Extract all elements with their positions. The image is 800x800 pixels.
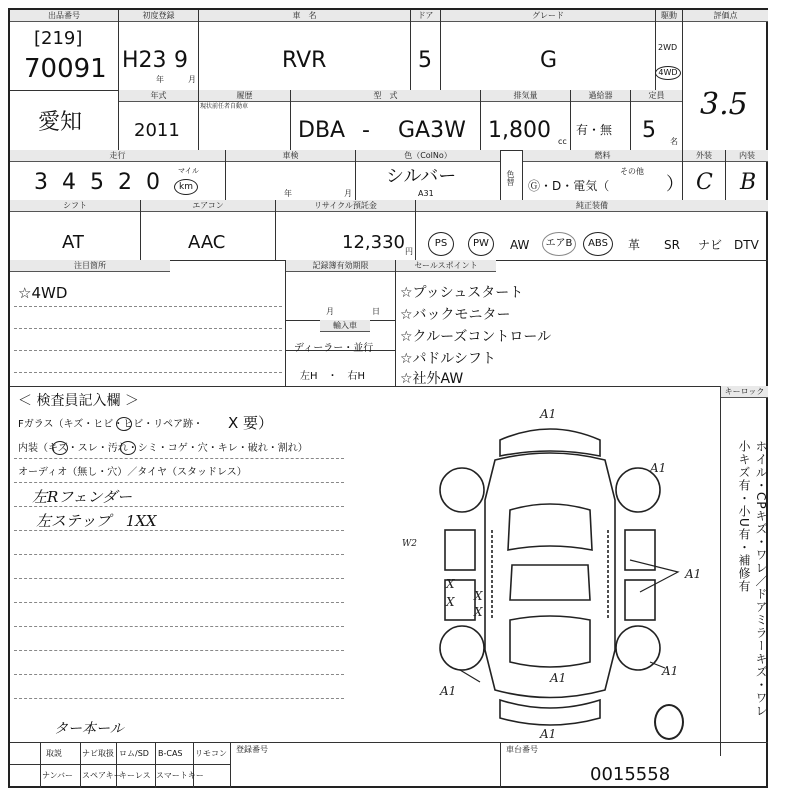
score-header: 評価点 [683, 10, 768, 22]
fuel-options: Ⓖ・D・電気（ [528, 179, 610, 193]
note-item: ☆4WD [18, 284, 68, 302]
inspector-glass-mark: X 要） [228, 414, 274, 432]
exterior-grade: C [696, 170, 713, 195]
sales-point-2: ☆バックモニター [400, 307, 511, 323]
interior-grade: B [740, 170, 757, 195]
inspector-interior: 内装（キズ・スレ・汚れ・シミ・コゲ・穴・キレ・破れ・割れ） [18, 443, 308, 454]
damage-mark-right-door: A1 [685, 567, 702, 581]
history-header: 履歴 [199, 90, 290, 102]
fuel-header: 燃料 [523, 150, 682, 162]
shift-header: シフト [10, 200, 140, 212]
equipment-leather: 革 [628, 238, 641, 252]
door-count: 5 [418, 48, 432, 73]
year-model: 2011 [134, 120, 180, 141]
turbo-header: 過給器 [571, 90, 630, 102]
equipment-aw: AW [510, 238, 530, 252]
inspection-header: 車検 [226, 150, 355, 162]
model-code: GA3W [398, 118, 466, 143]
model-prefix: DBA [298, 118, 346, 143]
equipment-sunroof: SR [664, 238, 680, 252]
equipment-ps-circled: PS [428, 232, 454, 256]
bottom-spare-key: スペアキー [82, 771, 122, 780]
score-value: 3.5 [700, 87, 748, 122]
capacity-header: 定員 [631, 90, 682, 102]
import-label: 輸入車 [320, 320, 370, 332]
recycle-unit: 円 [405, 247, 413, 256]
equipment-dtv: DTV [734, 238, 759, 252]
damage-mark-x1: X [446, 577, 455, 591]
inspector-glass: Fガラス（キズ・ヒビ・ヒビ・リペア跡・ [18, 419, 204, 430]
damage-mark-front: A1 [540, 407, 557, 421]
color-header: 色（ColNo） [356, 150, 500, 162]
color-code: A31 [418, 189, 434, 198]
bottom-number: ナンバー [42, 771, 74, 780]
damage-mark-x3: X [474, 589, 483, 603]
model-dash: - [362, 118, 370, 143]
turbo-options: 有・無 [576, 123, 613, 137]
first-reg-era: H23 [122, 48, 167, 73]
bottom-keyless: キーレス [119, 771, 151, 780]
mileage-digit-1: 3 [34, 170, 48, 195]
aircon-value: AAC [188, 232, 226, 253]
drive-header: 駆動 [656, 10, 682, 22]
dealer-label: ディーラー・並行 [294, 343, 374, 354]
first-reg-header: 初度登録 [119, 10, 198, 22]
inspector-note-1: 左Rフェンダー [32, 488, 132, 506]
aircon-header: エアコン [141, 200, 275, 212]
damage-mark-fr-fender: A1 [650, 461, 667, 475]
bottom-navi-manual: ナビ取扱 [82, 749, 114, 758]
capacity-value: 5 [642, 118, 656, 143]
damage-mark-rl: A1 [440, 684, 457, 698]
color-change-label: 色替 [506, 170, 515, 186]
damage-mark-rear: A1 [540, 727, 557, 740]
mileage-header: 走行 [10, 150, 225, 162]
reg-no-label: 登録番号 [236, 745, 268, 754]
first-reg-month: 9 [174, 48, 188, 73]
first-reg-month-label: 月 [188, 75, 196, 84]
mileage-digit-2: 4 [62, 170, 76, 195]
sales-points-header: セールスポイント [396, 260, 496, 272]
drive-2wd: 2WD [658, 43, 678, 52]
record-book-header: 記録簿有効期限 [286, 260, 395, 272]
car-name: RVR [282, 48, 327, 73]
mileage-digit-5: 0 [146, 170, 160, 195]
inspection-year-label: 年 [284, 189, 292, 198]
history-label: 現状前任者自動車 [200, 103, 249, 110]
bottom-manual: 取説 [46, 749, 62, 758]
bottom-bcas: B-CAS [158, 749, 183, 758]
sales-point-1: ☆プッシュスタート [400, 285, 524, 301]
auction-sheet [8, 8, 768, 788]
lot-code: [219] [34, 28, 83, 49]
recycle-value: 12,330 [342, 232, 405, 253]
interior-header: 内装 [726, 150, 768, 162]
year-model-header: 年式 [119, 90, 198, 102]
drive-4wd-circled: 4WD [655, 66, 681, 80]
key-lock-header: キーロック [721, 386, 768, 398]
inspector-note-2: 左ステップ 1XX [36, 512, 157, 530]
damage-mark-rr-fender: A1 [662, 664, 679, 678]
serial-number: 0015558 [590, 764, 671, 785]
displacement-unit: cc [558, 137, 567, 146]
damage-mark-x4: X [474, 605, 483, 619]
inspector-title: ＜ 検査員記入欄 ＞ [18, 393, 139, 409]
inspection-month-label: 月 [344, 189, 352, 198]
inspector-audio: オーディオ（無し・穴）／タイヤ（スタッドレス） [18, 467, 247, 478]
equipment-header: 純正装備 [416, 200, 768, 212]
displacement-value: 1,800 [488, 118, 551, 143]
record-day-label: 日 [372, 307, 380, 316]
lot-header: 出品番号 [10, 10, 118, 22]
shift-value: AT [62, 232, 84, 253]
first-reg-year-label: 年 [156, 75, 164, 84]
fuel-other-label: その他 [620, 167, 644, 176]
bottom-smart-key: スマートキー [156, 771, 204, 780]
damage-mark-rear-roof: A1 [550, 671, 567, 685]
lot-number: 70091 [24, 54, 107, 84]
sales-point-3: ☆クルーズコントロール [400, 329, 552, 345]
mileage-km-circled: km [174, 179, 198, 195]
serial-no-label: 車台番号 [506, 745, 538, 754]
inspector-note-3: ター本ール [54, 721, 124, 737]
bottom-remote: リモコン [195, 749, 227, 758]
handle-label: 左H ・ 右H [300, 371, 366, 382]
exterior-header: 外装 [683, 150, 725, 162]
equipment-airbag: エアB [542, 232, 576, 256]
equipment-pw-circled: PW [468, 232, 494, 256]
fuel-close: ） [666, 174, 684, 195]
mileage-mile-label: マイル [178, 167, 199, 175]
car-name-header: 車 名 [199, 10, 410, 22]
damage-mark-x2: X [446, 595, 455, 609]
doors-header: ドア [411, 10, 440, 22]
grade: G [540, 48, 558, 73]
model-type-header: 型 式 [291, 90, 480, 102]
equipment-abs-circled: ABS [583, 232, 613, 256]
side-note: ホイル・CPキズ・ワレ／ドアミラーキズ・ワレ 小キズ有・小U有・補修有 [737, 440, 768, 731]
car-damage-diagram [400, 400, 710, 740]
recycle-header: リサイクル預託金 [276, 200, 415, 212]
region: 愛知 [38, 110, 83, 135]
displacement-header: 排気量 [481, 90, 570, 102]
bottom-rom-sd: ロム/SD [119, 749, 149, 758]
sales-point-4: ☆パドルシフト [400, 351, 496, 367]
capacity-unit: 名 [670, 137, 678, 146]
notes-header: 注目箇所 [10, 260, 170, 272]
record-month-label: 月 [326, 307, 334, 316]
damage-mark-left-fender: W2 [402, 539, 417, 549]
equipment-navi: ナビ [698, 238, 723, 252]
grade-header: グレード [441, 10, 655, 22]
sales-point-5: ☆社外AW [400, 371, 464, 387]
mileage-digit-4: 2 [118, 170, 132, 195]
color-name: シルバー [386, 166, 457, 187]
mileage-digit-3: 5 [90, 170, 104, 195]
